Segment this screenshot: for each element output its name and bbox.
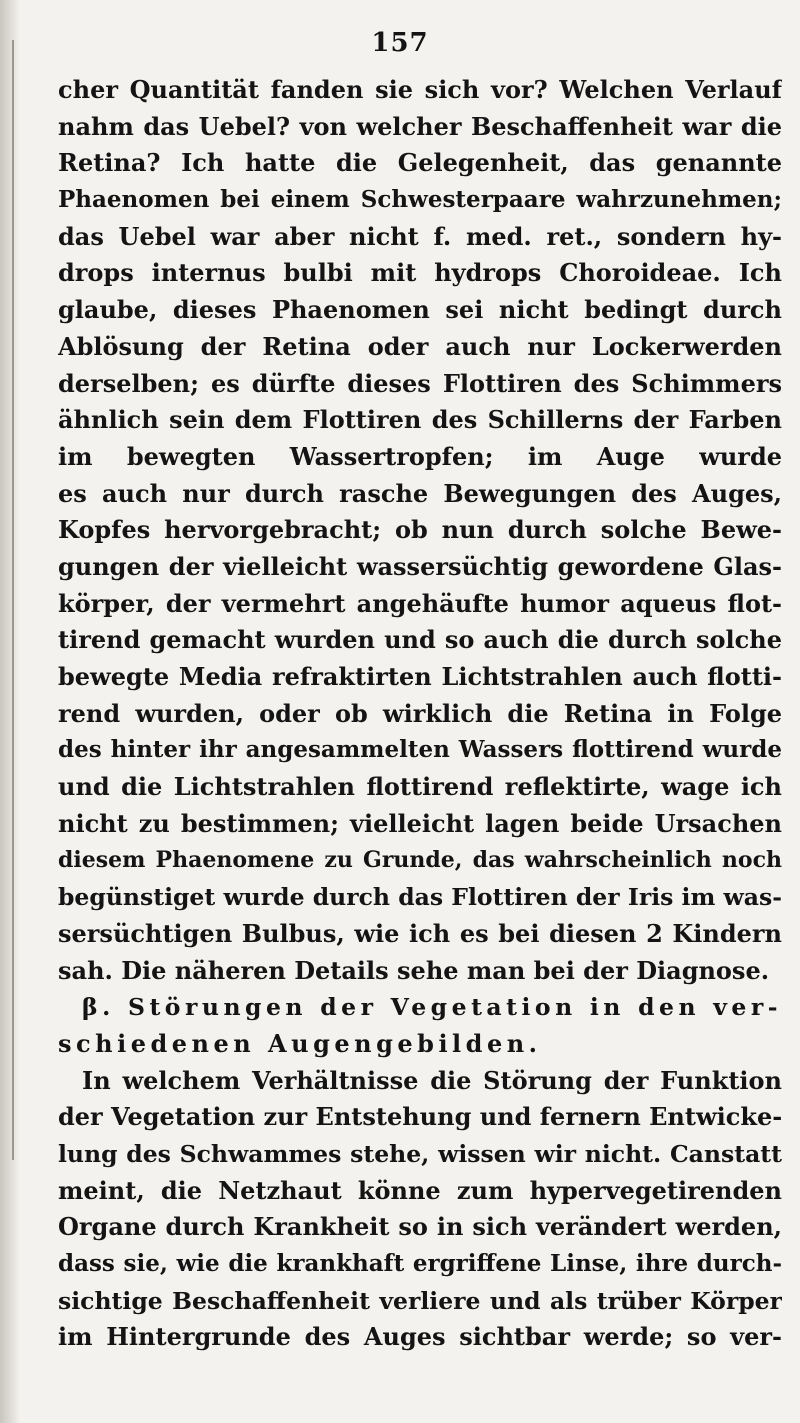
text-line: ähnlich sein dem Flottiren des Schillerns der Farben [58, 405, 782, 435]
text-line: nahm das Uebel? von welcher Beschaffenheit war die [58, 111, 782, 141]
text-line: der Vegetation zur Entstehung und fernern Entwicke- [58, 1102, 782, 1132]
text-line: es auch nur durch rasche Bewegungen des Auges, [58, 478, 782, 508]
text-line: cher Quantität fanden sie sich vor? Welchen Verlauf [58, 75, 782, 104]
text-line: begünstiget wurde durch das Flottiren der Iris im was- [58, 883, 782, 912]
text-line: Ablösung der Retina oder auch nur Lockerwerden [58, 331, 782, 361]
text-line: und die Lichtstrahlen flottirend reflektirte, wage ich [58, 772, 782, 802]
text-line: lung des Schwammes stehe, wissen wir nicht. Canstatt [58, 1139, 782, 1168]
text-line: das Uebel war aber nicht f. med. ret., sondern hy- [58, 221, 782, 251]
text-line: nicht zu bestimmen; vielleicht lagen beide Ursachen [58, 808, 782, 838]
page-number: 157 [371, 28, 429, 58]
text-line: im bewegten Wassertropfen; im Auge wurde [58, 441, 782, 471]
text-line: rend wurden, oder ob wirklich die Retina in Folge [58, 698, 782, 728]
text-line: im Hintergrunde des Auges sichtbar werde; so ver- [58, 1322, 782, 1352]
section-heading-continued: schiedenen Augengebilden. [58, 1028, 542, 1058]
text-line: sersüchtigen Bulbus, wie ich es bei diesen 2 Kindern [58, 918, 782, 948]
text-line: In welchem Verhältnisse die Störung der Funktion [82, 1065, 782, 1095]
text-line: diesem Phaenomene zu Grunde, das wahrscheinlich noch [58, 847, 782, 874]
text-line: des hinter ihr angesammelten Wassers flottirend wurde [58, 736, 782, 764]
text-line: Kopfes hervorgebracht; ob nun durch solche Bewe- [58, 515, 782, 545]
body-text [58, 72, 782, 1356]
text-line: drops internus bulbi mit hydrops Choroideae. Ich [58, 258, 782, 288]
text-line: glaube, dieses Phaenomen sei nicht bedingt durch [58, 295, 782, 325]
text-line: bewegte Media refraktirten Lichtstrahlen auch flotti- [58, 662, 782, 691]
text-line: derselben; es dürfte dieses Flottiren des Schimmers [58, 368, 782, 398]
text-line: meint, die Netzhaut könne zum hypervegetirenden [58, 1175, 782, 1205]
text-line: tirend gemacht wurden und so auch die durch solche [58, 625, 782, 655]
text-line: sichtige Beschaffenheit verliere und als trüber Körper [58, 1286, 782, 1315]
text-line: Retina? Ich hatte die Gelegenheit, das genannte [58, 148, 782, 178]
text-line: sah. Die näheren Details sehe man bei der Diagnose. [58, 955, 770, 985]
text-line: dass sie, wie die krankhaft ergriffene Linse, ihre durch- [58, 1250, 782, 1277]
text-line: Organe durch Krankheit so in sich verändert werden, [58, 1212, 782, 1242]
binding-line [12, 40, 14, 1160]
text-line: Phaenomen bei einem Schwesterpaare wahrzunehmen; [58, 186, 782, 214]
section-heading: β. Störungen der Vegetation in den ver- [82, 993, 782, 1022]
page-gutter [0, 0, 20, 1423]
text-line: gungen der vielleicht wassersüchtig gewordene Glas- [58, 551, 782, 581]
text-line: körper, der vermehrt angehäufte humor aqueus flot- [58, 588, 782, 618]
